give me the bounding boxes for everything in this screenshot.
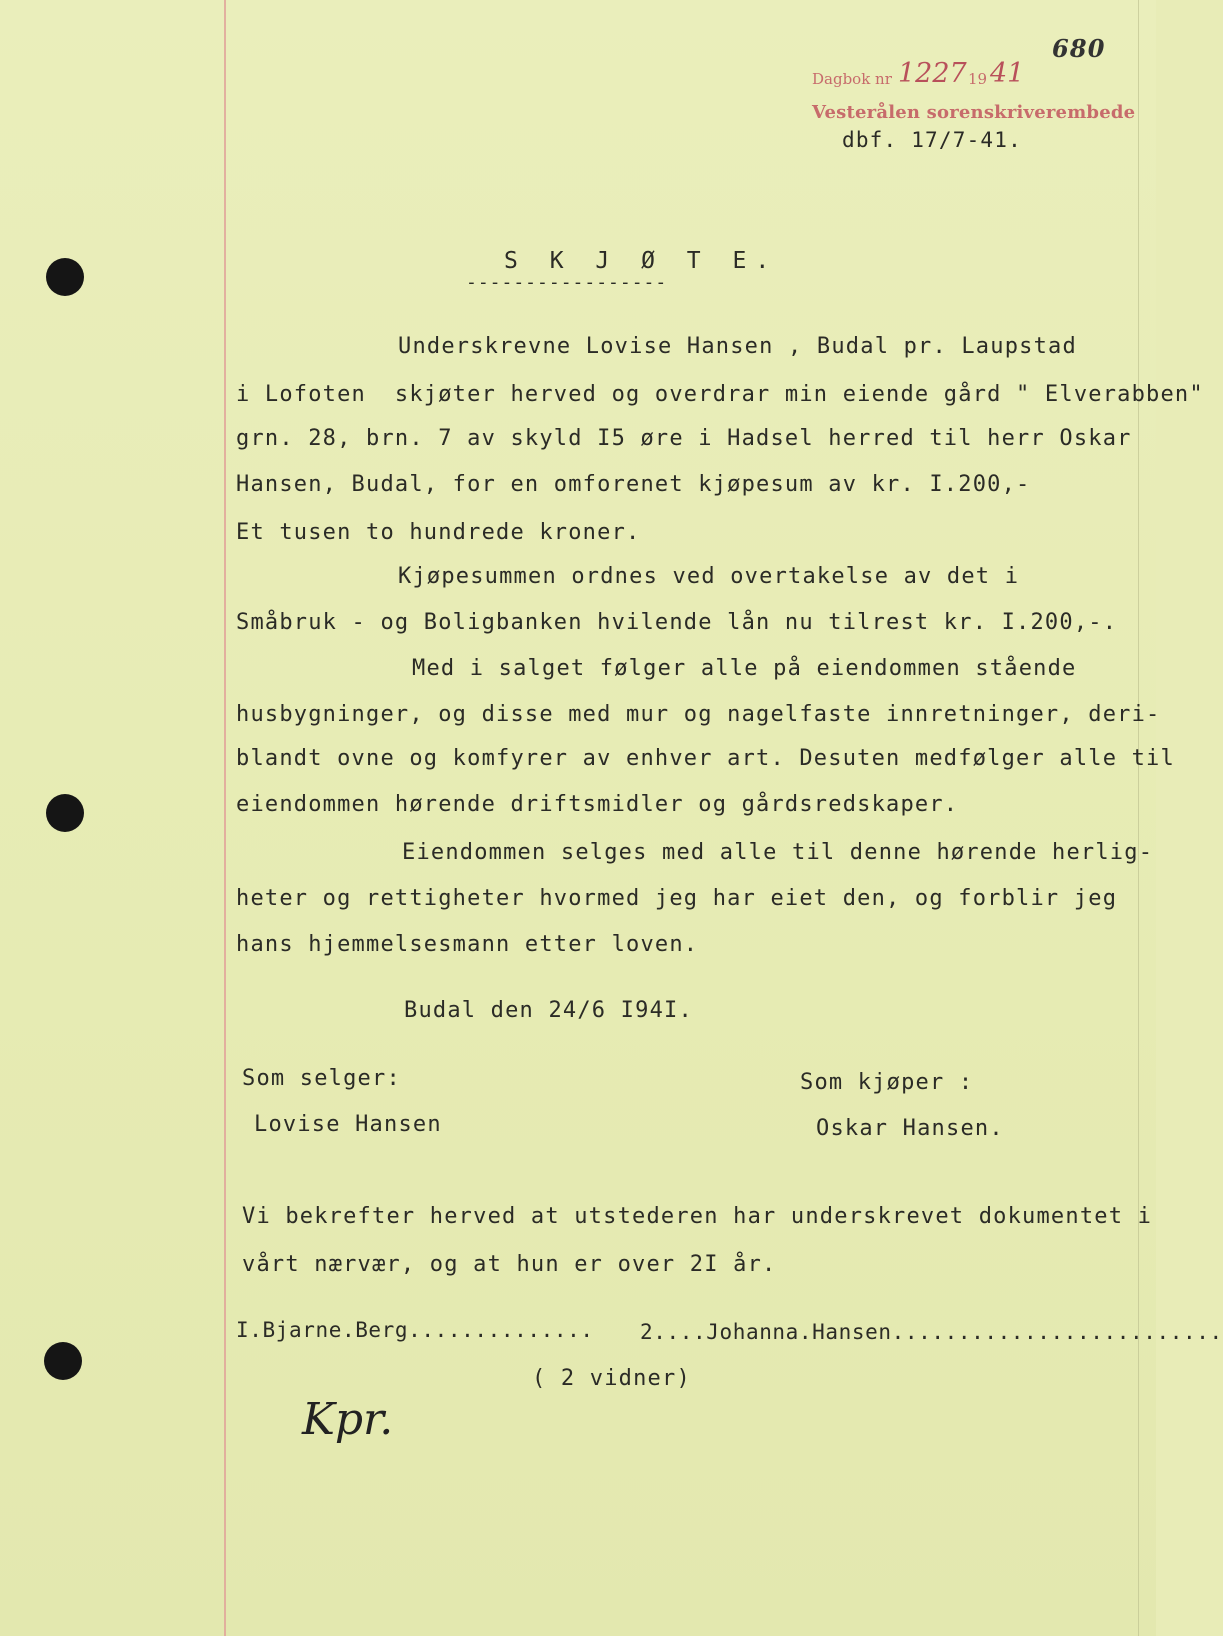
witness-statement-line-2: vårt nærvær, og at hun er over 2I år.: [242, 1252, 777, 1277]
body-line-6: Kjøpesummen ordnes ved overtakelse av det i: [398, 564, 1020, 589]
page-edge: [1138, 0, 1139, 1636]
stamp-dbf: dbf. 17/7-41.: [842, 128, 1022, 152]
body-line-7: Småbruk - og Boligbanken hvilende lån nu tilrest kr. I.200,-.: [236, 610, 1118, 635]
body-line-2: i Lofoten skjøter herved og overdrar min eiende gård " Elverabben": [236, 382, 1204, 407]
margin-rule: [224, 0, 226, 1636]
stamp-office: Vesterålen sorenskriverembede: [812, 102, 1136, 123]
punch-hole-bottom: [44, 1342, 82, 1380]
body-line-13: heter og rettigheter hvormed jeg har eiet den, og forblir jeg: [236, 886, 1118, 911]
body-line-10: blandt ovne og komfyrer av enhver art. Desuten medfølger alle til: [236, 746, 1175, 771]
body-line-8: Med i salget følger alle på eiendommen stående: [412, 656, 1077, 681]
witness-2-signature: 2....Johanna.Hansen.........................: [640, 1320, 1223, 1344]
witness-statement-line-1: Vi bekrefter herved at utstederen har underskrevet dokumentet i: [242, 1204, 1153, 1229]
page-number: 680: [1052, 34, 1106, 63]
stamp-year: 41: [990, 58, 1025, 89]
witnesses-note: ( 2 vidner): [532, 1366, 691, 1391]
body-line-9: husbygninger, og disse med mur og nagelfaste innretninger, deri-: [236, 702, 1161, 727]
stamp-year-prefix: 19: [968, 70, 988, 88]
body-line-1: Underskrevne Lovise Hansen , Budal pr. Laupstad: [398, 334, 1077, 359]
punch-hole-top: [46, 258, 84, 296]
initials-signature: Kpr.: [302, 1394, 394, 1445]
body-line-4: Hansen, Budal, for en omforenet kjøpesum av kr. I.200,-: [236, 472, 1031, 497]
stamp-dagbok-number: 1227: [898, 58, 967, 89]
body-line-14: hans hjemmelsesmann etter loven.: [236, 932, 699, 957]
body-line-5: Et tusen to hundrede kroner.: [236, 520, 641, 545]
buyer-label: Som kjøper :: [800, 1070, 974, 1095]
witness-1-signature: I.Bjarne.Berg..............: [236, 1318, 594, 1342]
punch-hole-middle: [46, 794, 84, 832]
place-date: Budal den 24/6 I94I.: [404, 998, 693, 1023]
stamp-dagbok-prefix: Dagbok nr: [812, 70, 892, 88]
body-line-11: eiendommen hørende driftsmidler og gårdsredskaper.: [236, 792, 959, 817]
body-line-3: grn. 28, brn. 7 av skyld I5 øre i Hadsel herred til herr Oskar: [236, 426, 1132, 451]
buyer-name: Oskar Hansen.: [816, 1116, 1004, 1141]
body-line-12: Eiendommen selges med alle til denne hørende herlig-: [402, 840, 1154, 865]
title-underline: -----------------: [466, 272, 668, 293]
seller-name: Lovise Hansen: [254, 1112, 442, 1137]
seller-label: Som selger:: [242, 1066, 401, 1091]
document-title: S K J Ø T E.: [504, 248, 779, 274]
